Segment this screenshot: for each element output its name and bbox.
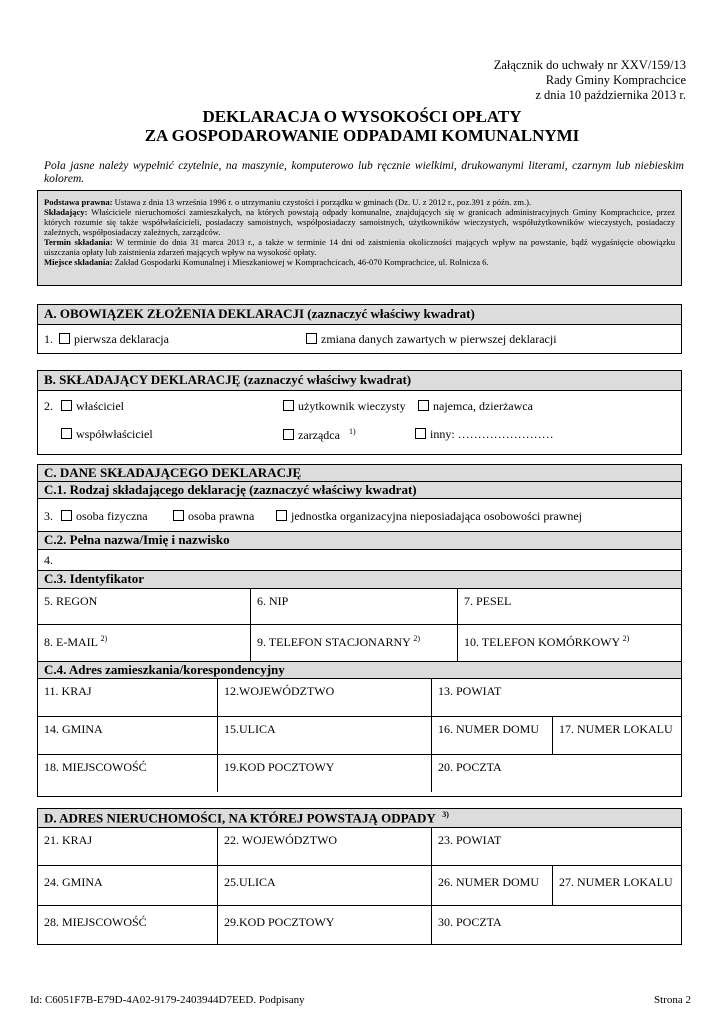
section-c4-header: C.4. Adres zamieszkania/korespondencyjny [38,662,681,679]
email-field[interactable]: 8. E-MAIL $^{2)}$ [38,625,251,661]
apartment-number-field[interactable]: 17. NUMER LOKALU [559,722,673,736]
section-b [37,370,682,455]
field-3-number: 3. [44,509,53,523]
section-c2-header: C.2. Pełna nazwa/Imię i nazwisko [38,532,681,550]
perpetual-user-option[interactable]: użytkownik wieczysty [283,399,406,414]
address-row-3 [38,755,681,792]
property-county-field[interactable]: 23. POWIAT [438,833,502,847]
owner-option[interactable]: właściciel [61,399,124,414]
legal-basis: Podstawa prawna: Ustawa z dnia 13 września 1996 r. o utrzymaniu czystości i porządku w gminach (Dz. U. z 2012 r., poz.391 z późn. zm.). [44,197,532,207]
manager-option[interactable]: zarządca $^{1)}$ [283,427,356,443]
commune-field[interactable]: 14. GMINA [38,717,218,754]
checkbox-icon[interactable] [61,510,72,521]
identifier-row-1 [38,589,681,625]
legal-deadline: Termin składania: W terminie do dnia 31 marca 2013 r., a także w terminie 14 dni od zaistnienia okoliczności mających wpływ na powstanie, bądź wygaśnięcie obowiązku uiszczania opłaty lub zaistnienia zdarzeń mających wpływ na wysokość opłaty. [44,237,675,257]
mobile-phone-field[interactable]: 10. TELEFON KOMÓRKOWY $^{2)}$ [464,634,630,649]
organizational-unit-option[interactable]: jednostka organizacyjna nieposiadająca osobowości prawnej [276,509,582,524]
annex-line-2: Rady Gminy Komprachcice [545,73,686,87]
checkbox-icon[interactable] [61,400,72,411]
address-row-1 [38,679,681,717]
section-d [37,808,682,945]
pesel-field[interactable]: 7. PESEL [464,594,512,608]
section-c1-header: C.1. Rodzaj składającego deklarację (zaznaczyć właściwy kwadrat) [38,482,681,499]
section-c3-header: C.3. Identyfikator [38,571,681,589]
property-apartment-number-field[interactable]: 27. NUMER LOKALU [559,875,673,889]
field-4-label: 4. [44,553,53,567]
field-2-number: 2. [44,399,53,413]
title-line-2: ZA GOSPODAROWANIE ODPADAMI KOMUNALNYMI [144,126,580,145]
property-row-3 [38,906,681,944]
checkbox-icon[interactable] [283,400,294,411]
checkbox-icon[interactable] [418,400,429,411]
property-locality-field[interactable]: 28. MIEJSCOWOŚĆ [38,906,218,944]
legal-info-box [37,190,682,286]
property-postal-code-field[interactable]: 29.KOD POCZTOWY [218,906,432,944]
checkbox-icon[interactable] [306,333,317,344]
landline-phone-field[interactable]: 9. TELEFON STACJONARNY $^{2)}$ [251,625,458,661]
nip-field[interactable]: 6. NIP [251,589,458,624]
other-option[interactable]: inny: …………………… [415,427,554,442]
voivodeship-field[interactable]: 12.WOJEWÓDZTWO [218,679,432,716]
checkbox-icon[interactable] [61,428,72,439]
section-c [37,464,682,797]
address-row-2 [38,717,681,755]
tenant-option[interactable]: najemca, dzierżawca [418,399,533,414]
change-declaration-option[interactable]: zmiana danych zawartych w pierwszej deklaracji [306,332,557,347]
co-owner-option[interactable]: współwłaściciel [61,427,153,442]
postal-code-field[interactable]: 19.KOD POCZTOWY [218,755,432,792]
section-d-header: D. ADRES NIERUCHOMOŚCI, NA KTÓREJ POWSTAJĄ ODPADY $^{3)}$ [38,809,681,828]
annex-line-1: Załącznik do uchwały nr XXV/159/13 [493,58,686,72]
full-name-field[interactable] [38,550,681,571]
legal-filer: Składający: Właściciele nieruchomości zamieszkałych, na których powstają odpady komunalne, znajdujących się w granicach administracyjnych Gminy Komprachcice, przez których rozumie się także współwłaścicieli, posiadaczy samoistnych, współposiadaczy samoistnych, użytkowników wieczystych, współużytkowników wieczystych, posiadaczy zależnych, współposiadaczy zależnych, zarządców. [44,207,675,237]
property-country-field[interactable]: 21. KRAJ [38,828,218,865]
legal-place: Miejsce składania: Zakład Gospodarki Komunalnej i Mieszkaniowej w Komprachcicach, 46-070 Komprachcice, ul. Rolnicza 6. [44,257,489,267]
county-field[interactable]: 13. POWIAT [438,684,502,698]
checkbox-icon[interactable] [415,428,426,439]
country-field[interactable]: 11. KRAJ [38,679,218,716]
property-post-office-field[interactable]: 30. POCZTA [438,915,502,929]
document-id: Id: C6051F7B-E79D-4A02-9179-2403944D7EED. Podpisany [30,994,305,1006]
page-number: Strona 2 [654,994,691,1006]
natural-person-option[interactable]: osoba fizyczna [61,509,148,524]
property-commune-field[interactable]: 24. GMINA [38,866,218,905]
regon-field[interactable]: 5. REGON [38,589,251,624]
property-row-1 [38,828,681,866]
house-number-field[interactable]: 16. NUMER DOMU [432,717,553,754]
annex-line-3: z dnia 10 października 2013 r. [535,88,686,102]
street-field[interactable]: 15.ULICA [218,717,432,754]
section-b-header: B. SKŁADAJĄCY DEKLARACJĘ (zaznaczyć właściwy kwadrat) [38,371,681,391]
locality-field[interactable]: 18. MIEJSCOWOŚĆ [38,755,218,792]
checkbox-icon[interactable] [283,429,294,440]
field-1-number: 1. [44,332,53,346]
section-a [37,304,682,354]
property-street-field[interactable]: 25.ULICA [218,866,432,905]
post-office-field[interactable]: 20. POCZTA [438,760,502,774]
checkbox-icon[interactable] [59,333,70,344]
annex-note [494,58,686,103]
property-row-2 [38,866,681,906]
fill-instructions: Pola jasne należy wypełnić czytelnie, na maszynie, komputerowo lub ręcznie wielkimi, drukowanymi literami, czarnym lub niebieskim kolorem. [44,160,684,185]
checkbox-icon[interactable] [173,510,184,521]
document-title [0,107,724,145]
property-voivodeship-field[interactable]: 22. WOJEWÓDZTWO [218,828,432,865]
first-declaration-option[interactable]: pierwsza deklaracja [59,332,169,347]
title-line-1: DEKLARACJA O WYSOKOŚCI OPŁATY [202,107,522,126]
identifier-row-2 [38,625,681,662]
section-c-header: C. DANE SKŁADAJĄCEGO DEKLARACJĘ [38,465,681,482]
legal-person-option[interactable]: osoba prawna [173,509,254,524]
checkbox-icon[interactable] [276,510,287,521]
section-a-header: A. OBOWIĄZEK ZŁOŻENIA DEKLARACJI (zaznaczyć właściwy kwadrat) [38,305,681,325]
property-house-number-field[interactable]: 26. NUMER DOMU [432,866,553,905]
